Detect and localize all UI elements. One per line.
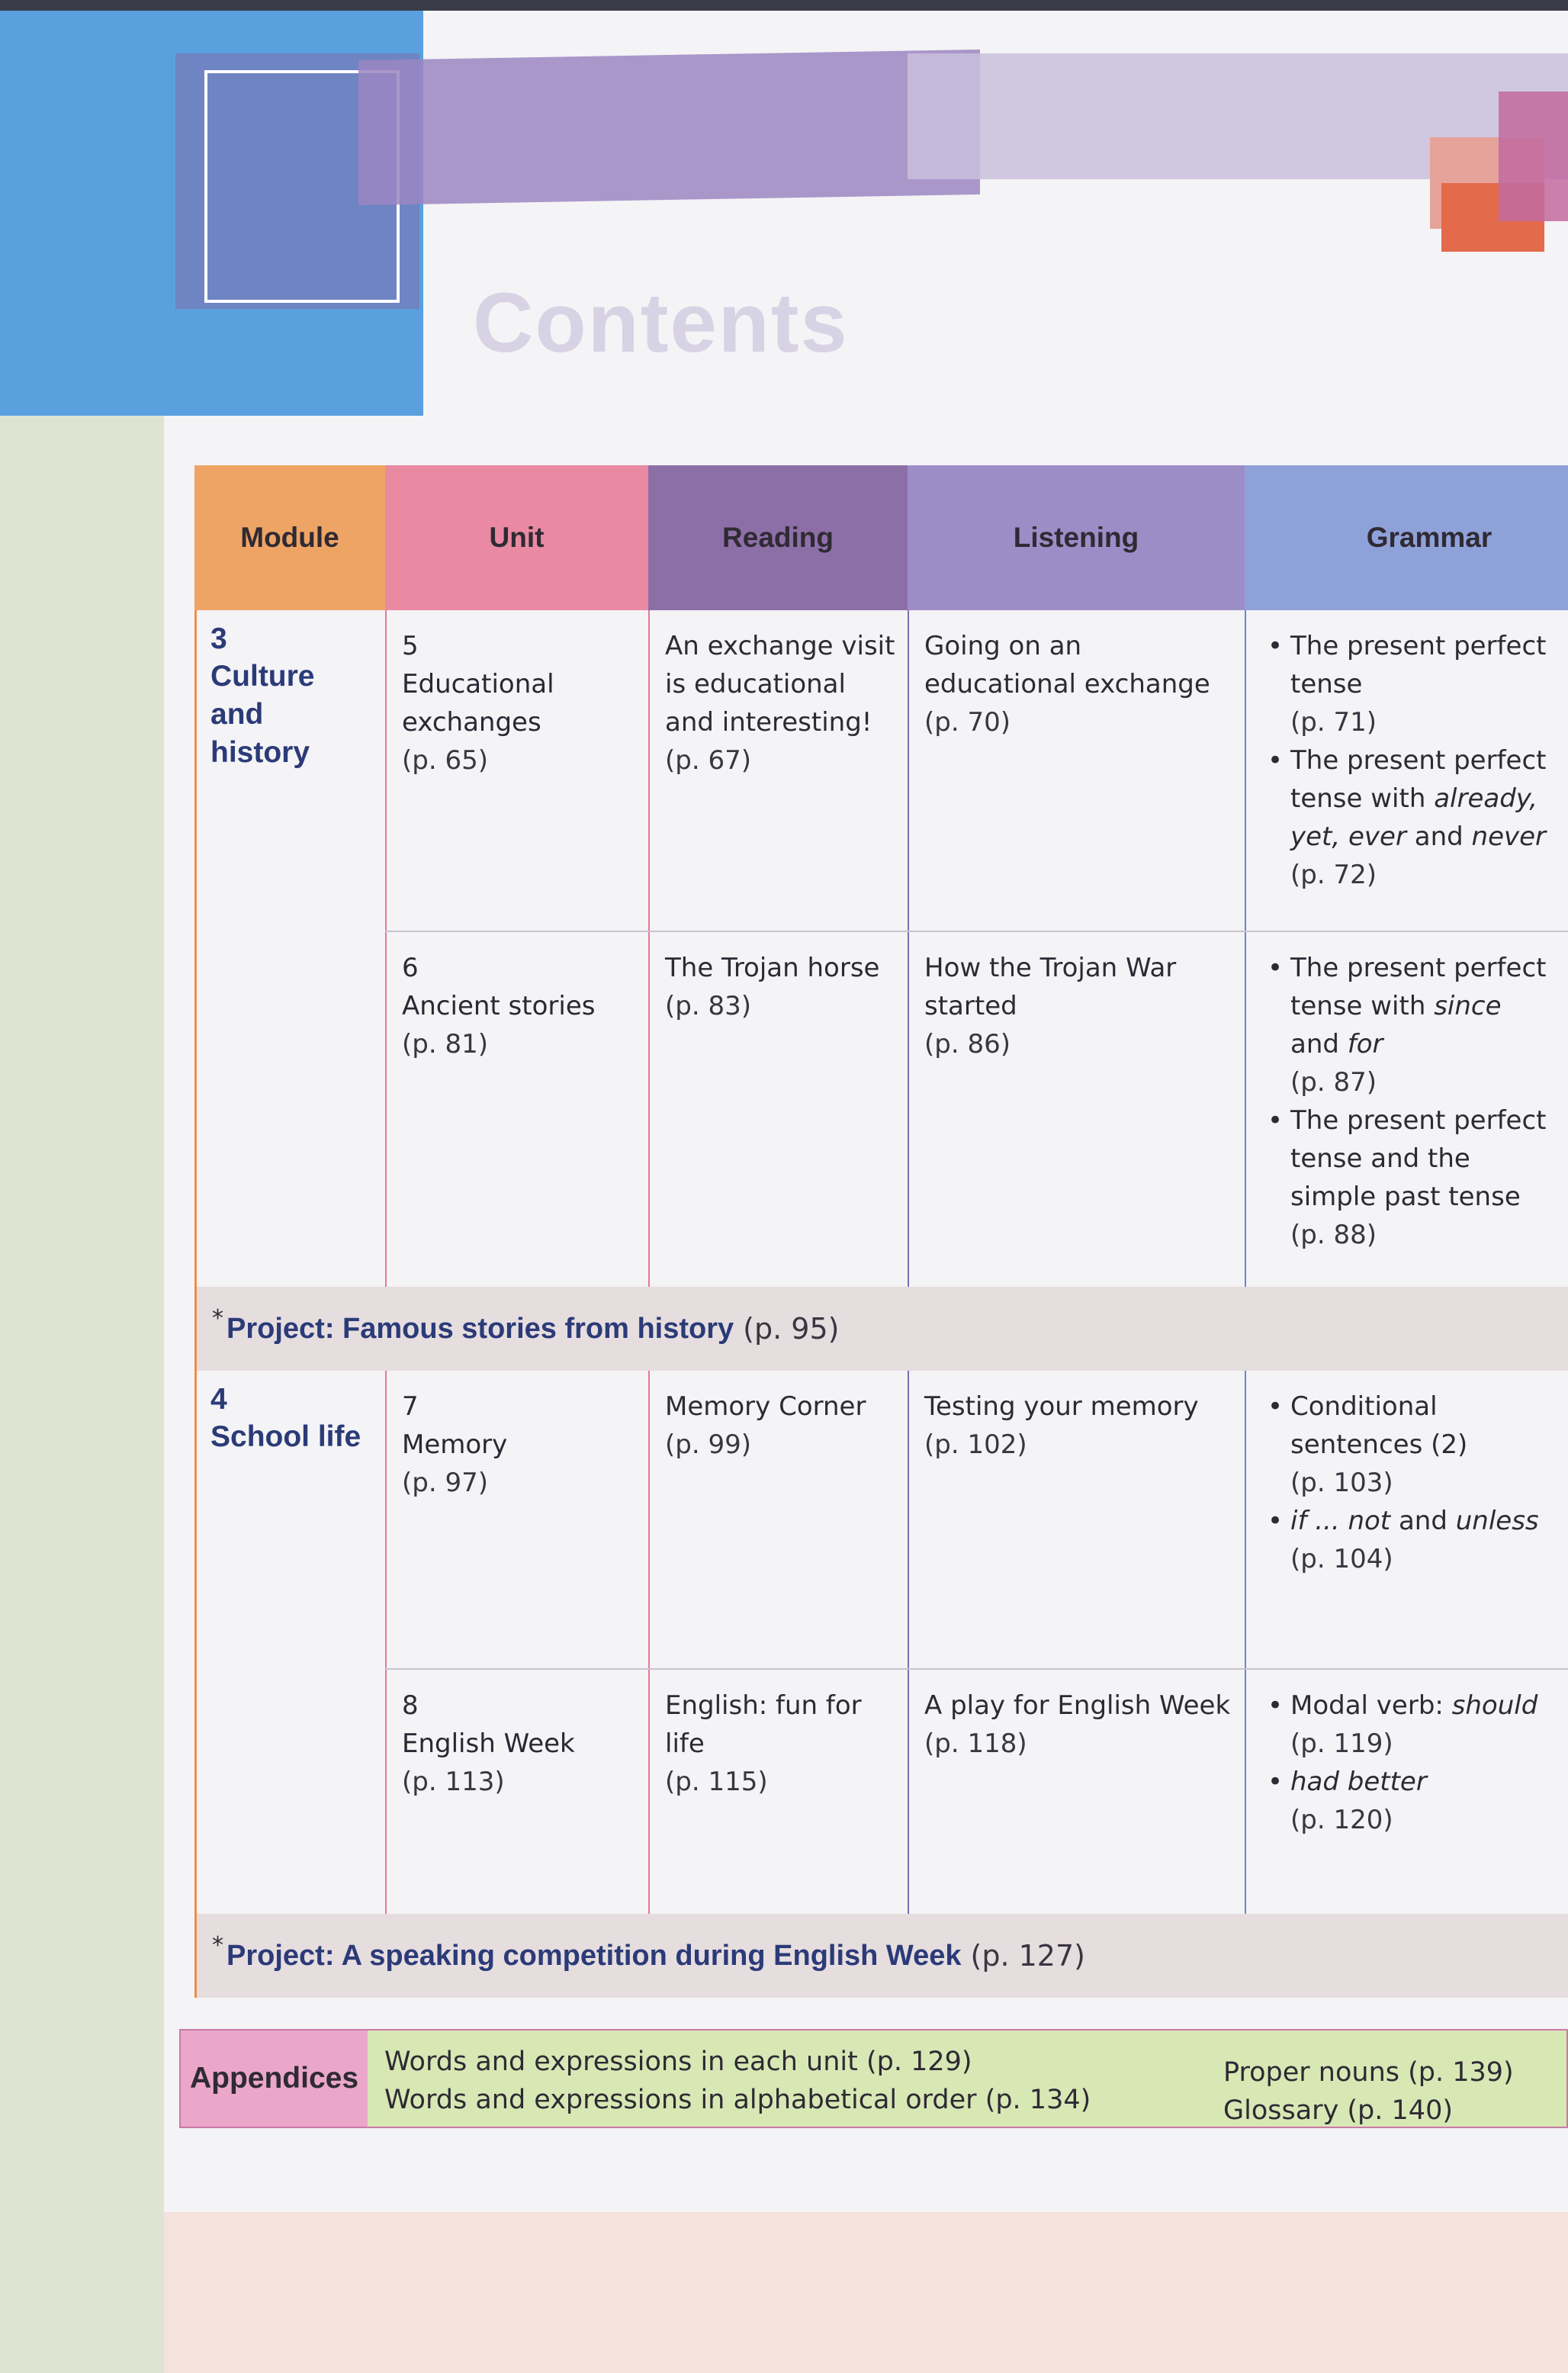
table-header [194,465,1568,610]
unit-number: 8 [402,1690,419,1721]
appendix-item: Words and expressions in each unit (p. 129) [384,2047,972,2077]
purple-band-decoration [358,50,980,205]
unit-title: English Week [402,1728,575,1759]
project-page: (p. 127) [970,1939,1085,1973]
reading-title: An exchange visit is educational and interesting! [665,631,895,738]
grammar-text: Modal verb: [1290,1690,1452,1721]
reading-title: English: fun for life [665,1690,862,1759]
grammar-item [1264,1502,1556,1578]
grammar-text: and [1390,1506,1456,1536]
listening-cell [908,1670,1245,1914]
unit-number: 6 [402,953,419,983]
header-unit: Unit [385,465,648,610]
appendices-right-list [1223,2053,1514,2130]
listening-page: (p. 70) [924,707,1011,738]
grammar-item [1264,1101,1556,1254]
module-cell [194,1371,385,1914]
appendix-item: Words and expressions in alphabetical order (p. 134) [384,2085,1091,2115]
grammar-text: • The present perfect tense [1290,631,1547,699]
grammar-cell [1245,1371,1568,1668]
project-asterisk: * [212,1931,223,1959]
reading-cell [648,1371,908,1668]
contents-table [194,465,1568,1998]
reading-cell [648,932,908,1287]
listening-cell [908,1371,1245,1668]
grammar-page: (p. 120) [1290,1805,1393,1835]
appendices-row [179,2029,1568,2128]
unit-cell [385,932,648,1287]
grammar-item [1264,1687,1556,1763]
unit-row [385,1668,1568,1914]
module-section-4 [194,1371,1568,1914]
header-grammar: Grammar [1245,465,1568,610]
reading-page: (p. 99) [665,1429,751,1460]
listening-page: (p. 86) [924,1029,1011,1059]
grammar-page: (p. 87) [1290,1067,1377,1098]
listening-title: How the Trojan War started [924,953,1177,1021]
grammar-italic: should [1451,1690,1538,1721]
reading-page: (p. 83) [665,991,751,1021]
grammar-item [1264,1387,1556,1502]
unit-row [385,610,1568,931]
unit-row [385,931,1568,1287]
grammar-italic: had better [1290,1767,1427,1797]
grammar-item [1264,949,1556,1101]
appendix-item: Glossary (p. 140) [1223,2095,1453,2126]
reading-cell [648,610,908,931]
unit-page: (p. 81) [402,1029,488,1059]
reading-title: Memory Corner [665,1391,866,1422]
grammar-text: and [1290,1029,1348,1059]
grammar-italic: since [1434,991,1502,1021]
grammar-italic: never [1471,822,1546,852]
grammar-item [1264,1763,1556,1839]
unit-page: (p. 65) [402,745,488,776]
listening-page: (p. 102) [924,1429,1027,1460]
grammar-item [1264,627,1556,741]
grammar-text: The present perfect tense with [1290,745,1547,814]
pink-block-decoration [1499,92,1568,221]
grammar-text: • The present perfect tense and the simple past tense [1290,1105,1547,1212]
appendix-item: Proper nouns (p. 139) [1223,2057,1514,2088]
header-reading: Reading [648,465,908,610]
grammar-text: • Conditional sentences (2) [1290,1391,1468,1460]
grammar-text: and [1406,822,1472,852]
grammar-cell [1245,1670,1568,1914]
grammar-page: (p. 88) [1290,1220,1377,1250]
grammar-item [1264,741,1556,894]
appendices-label: Appendices [181,2031,368,2127]
grammar-text: The present perfect tense with [1290,953,1547,1021]
grammar-italic: yet, ever [1290,822,1406,852]
project-row-module-3 [194,1287,1568,1371]
grammar-italic: already, [1434,783,1538,814]
module-section-3 [194,610,1568,1287]
project-asterisk: * [212,1304,223,1332]
listening-cell [908,610,1245,931]
header-listening: Listening [908,465,1245,610]
module-cell [194,610,385,1287]
unit-number: 7 [402,1391,419,1422]
top-edge-strip [0,0,1568,11]
module-name-line: history [210,736,310,769]
bottom-band [164,2212,1568,2373]
grammar-italic: if ... not [1290,1506,1391,1536]
grammar-page: (p. 71) [1290,707,1377,738]
listening-title: A play for English Week [924,1690,1231,1721]
header-module: Module [194,465,385,610]
listening-title: Testing your memory [924,1391,1199,1422]
appendices-body [368,2031,1566,2127]
grammar-page: (p. 103) [1290,1468,1393,1498]
unit-page: (p. 113) [402,1767,505,1797]
grammar-page: (p. 72) [1290,860,1377,890]
grammar-cell [1245,932,1568,1287]
project-row-module-4 [194,1914,1568,1998]
grammar-page: (p. 119) [1290,1728,1393,1759]
listening-title: Going on an educational exchange [924,631,1210,699]
reading-page: (p. 67) [665,745,751,776]
unit-title: Memory [402,1429,508,1460]
unit-number: 5 [402,631,419,661]
grammar-cell [1245,610,1568,931]
module-name-line: Culture [210,660,315,693]
module-name-line: School life [210,1420,361,1453]
grammar-italic: for [1347,1029,1383,1059]
module-name-line: and [210,698,264,731]
grammar-italic: unless [1455,1506,1539,1536]
project-page: (p. 95) [743,1312,840,1346]
module-number: 4 [210,1383,227,1416]
unit-row [385,1371,1568,1668]
listening-cell [908,932,1245,1287]
unit-cell [385,1670,648,1914]
reading-title: The Trojan horse [665,953,880,983]
unit-page: (p. 97) [402,1468,488,1498]
project-title: Project: Famous stories from history [227,1312,734,1345]
reading-cell [648,1670,908,1914]
module-number: 3 [210,622,227,655]
appendices-left-list [384,2043,1091,2119]
reading-page: (p. 115) [665,1767,768,1797]
listening-page: (p. 118) [924,1728,1027,1759]
unit-title: Educational exchanges [402,669,554,738]
contents-watermark: Contents [473,276,849,370]
unit-title: Ancient stories [402,991,596,1021]
unit-cell [385,610,648,931]
unit-cell [385,1371,648,1668]
grammar-page: (p. 104) [1290,1544,1393,1574]
project-title: Project: A speaking competition during English Week [227,1939,962,1972]
